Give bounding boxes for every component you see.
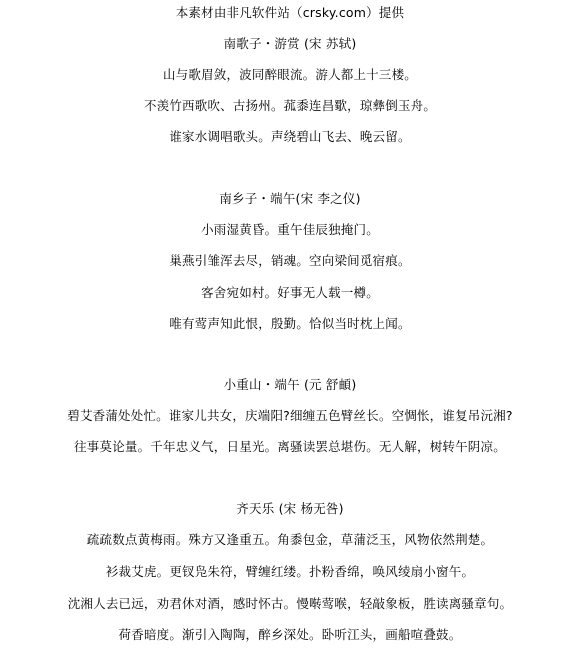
poem-line: 小雨湿黄昏。重午佳辰独掩门。 — [201, 222, 379, 237]
poem-line: 唯有莺声知此恨，殷勤。恰似当时枕上闻。 — [169, 316, 411, 331]
poem-line: 往事莫论量。千年忠义气，日星光。离骚读罢总堪伤。无人解，树转午阴凉。 — [74, 439, 506, 454]
poem-line: 疏疏数点黄梅雨。殊方又逢重五。角黍包金，草蒲泛玉，风物依然荆楚。 — [86, 532, 494, 547]
poem-line: 巢燕引雏浑去尽，销魂。空向梁间觅宿痕。 — [169, 253, 411, 268]
poem-line: 衫裁艾虎。更钗凫朱符，臂缠红缕。扑粉香绵，唤风绫扇小窗午。 — [105, 564, 475, 579]
poem-line: 山与歌眉敛，波同醉眼流。游人都上十三楼。 — [162, 67, 417, 82]
poem-line: 荷香暗度。渐引入陶陶，醉乡深处。卧听江头，画船喧叠鼓。 — [118, 627, 462, 642]
poem-title: 小重山・端午 (元 舒頔) — [223, 377, 357, 392]
poem-line: 谁家水调唱歌头。声绕碧山飞去、晚云留。 — [169, 129, 411, 144]
poem-line: 不羡竹西歌吹、古扬州。菰黍连昌歜，琼彝倒玉舟。 — [143, 98, 437, 113]
source-header: 本素材由非凡软件站（crsky.com）提供 — [175, 5, 405, 20]
poem-line: 客舍宛如村。好事无人载一樽。 — [201, 285, 379, 300]
poem-title: 南歌子・游赏 (宋 苏轼) — [223, 36, 357, 51]
poem-title: 南乡子・端午(宋 李之仪) — [219, 191, 361, 206]
poem-line: 碧艾香蒲处处忙。谁家儿共女，庆端阳?细缠五色臂丝长。空惆怅，谁复吊沅湘? — [67, 408, 513, 423]
poem-line: 沈湘人去已远，劝君休对酒，感时怀古。慢啭莺喉，轻敲象板，胜读离骚章句。 — [67, 596, 513, 611]
poem-title: 齐天乐 (宋 杨无咎) — [236, 501, 344, 516]
